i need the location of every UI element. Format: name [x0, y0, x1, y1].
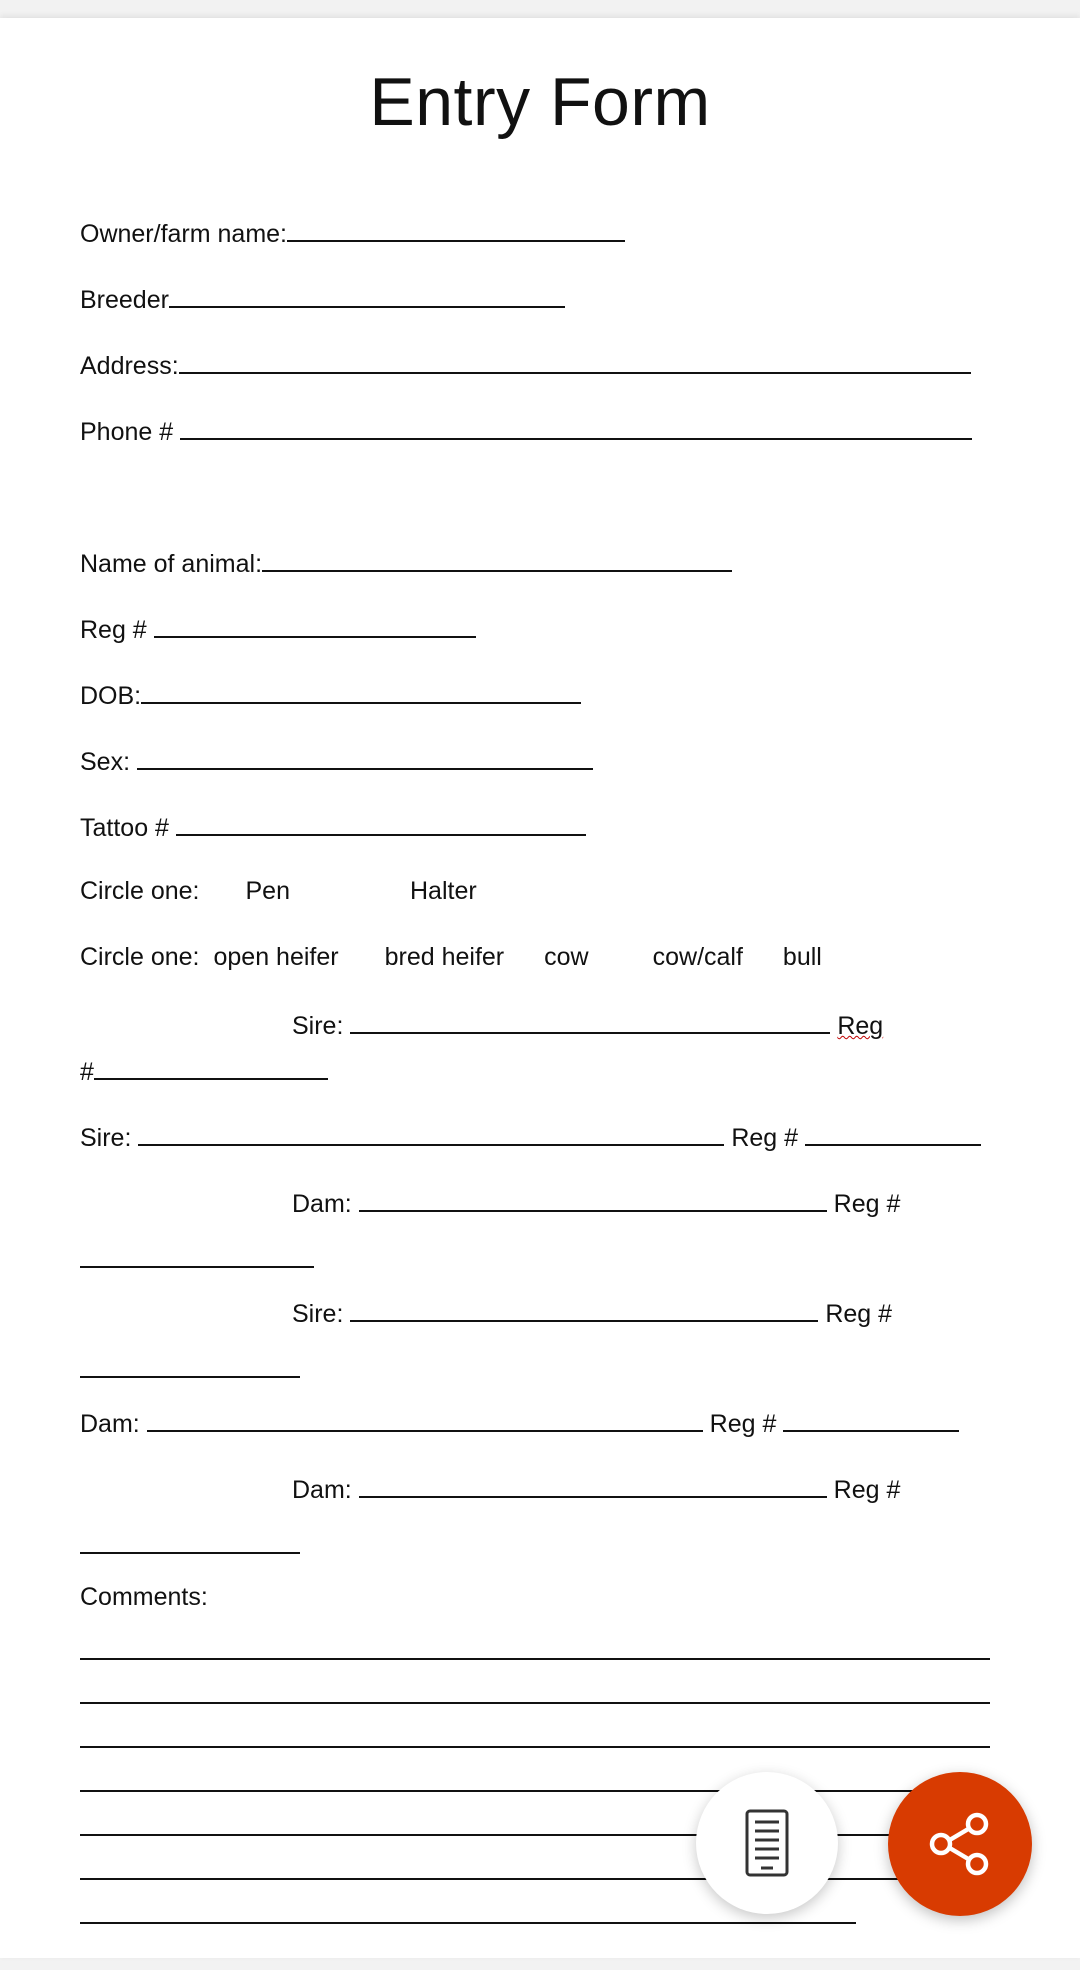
reg-label: Reg #	[731, 1124, 799, 1152]
circle-one-label: Circle one:	[80, 943, 200, 971]
read-mode-button[interactable]	[696, 1772, 838, 1914]
option-cow[interactable]: cow	[544, 943, 589, 971]
reg-label: Reg #	[825, 1300, 893, 1328]
paternal-granddam-blank[interactable]	[359, 1184, 827, 1212]
tattoo-field-row	[80, 808, 586, 845]
pedigree-maternal-granddam-reg-row	[80, 1526, 300, 1563]
animal-name-label: Name of animal:	[80, 550, 263, 578]
sire-label: Sire:	[80, 1124, 132, 1152]
comment-line[interactable]	[80, 1808, 990, 1845]
dam-blank[interactable]	[147, 1404, 703, 1432]
dob-blank[interactable]	[141, 676, 581, 704]
breeder-field-row	[80, 280, 565, 317]
phone-field-row	[80, 412, 972, 449]
maternal-granddam-blank[interactable]	[359, 1470, 827, 1498]
pedigree-paternal-granddam-row	[292, 1184, 900, 1221]
reg-label: Reg #	[80, 616, 147, 644]
sire-label: Sire:	[292, 1012, 344, 1040]
option-open-heifer[interactable]: open heifer	[213, 943, 339, 971]
dam-reg-blank[interactable]	[783, 1404, 959, 1432]
paternal-grandsire-blank[interactable]	[350, 1006, 830, 1034]
dam-label: Dam:	[292, 1476, 352, 1504]
dob-label: DOB:	[80, 682, 142, 710]
reg-blank[interactable]	[154, 610, 476, 638]
tattoo-blank[interactable]	[176, 808, 586, 836]
pedigree-maternal-grandsire-reg-row	[80, 1350, 300, 1387]
animal-name-field-row	[80, 544, 732, 581]
option-halter[interactable]: Halter	[409, 877, 477, 905]
dam-label: Dam:	[292, 1190, 352, 1218]
pedigree-sire-row	[80, 1118, 981, 1155]
sex-field-row	[80, 742, 593, 779]
option-cow-calf[interactable]: cow/calf	[652, 943, 743, 971]
comment-line[interactable]	[80, 1676, 990, 1713]
sex-label: Sex:	[80, 748, 131, 776]
option-bred-heifer[interactable]: bred heifer	[384, 943, 505, 971]
share-icon	[927, 1811, 993, 1877]
comment-line[interactable]	[80, 1632, 990, 1669]
comments-row	[80, 1580, 208, 1614]
sex-blank[interactable]	[137, 742, 593, 770]
dam-label: Dam:	[80, 1410, 140, 1438]
reg-label-spellcheck: Reg	[837, 1012, 884, 1040]
owner-field-row	[80, 214, 625, 251]
maternal-grandsire-blank[interactable]	[350, 1294, 818, 1322]
pedigree-paternal-grandsire-row	[292, 1006, 883, 1043]
comments-label: Comments:	[80, 1583, 208, 1611]
breeder-blank[interactable]	[169, 280, 565, 308]
circle-one-animal-class	[80, 940, 822, 974]
phone-label: Phone #	[80, 418, 174, 446]
page-title: Entry Form	[369, 64, 711, 140]
address-field-row	[80, 346, 971, 383]
pedigree-paternal-grandsire-reg-row	[80, 1052, 328, 1089]
maternal-grandsire-reg-blank[interactable]	[80, 1350, 300, 1378]
comment-line[interactable]	[80, 1764, 990, 1801]
sire-blank[interactable]	[138, 1118, 724, 1146]
address-blank[interactable]	[179, 346, 971, 374]
reg-label: Reg #	[833, 1476, 901, 1504]
paternal-grandsire-reg-blank[interactable]	[94, 1052, 328, 1080]
pedigree-dam-row	[80, 1404, 959, 1441]
option-pen[interactable]: Pen	[245, 877, 290, 905]
dob-field-row	[80, 676, 581, 713]
phone-blank[interactable]	[180, 412, 972, 440]
hash-label: #	[80, 1058, 94, 1086]
breeder-label: Breeder	[80, 286, 169, 314]
circle-one-label: Circle one:	[80, 877, 200, 905]
owner-blank[interactable]	[287, 214, 625, 242]
paternal-granddam-reg-blank[interactable]	[80, 1240, 314, 1268]
sire-label: Sire:	[292, 1300, 344, 1328]
document-page	[0, 18, 1080, 1958]
maternal-granddam-reg-blank[interactable]	[80, 1526, 300, 1554]
comment-line[interactable]	[80, 1852, 990, 1889]
address-label: Address:	[80, 352, 179, 380]
reg-label: Reg #	[709, 1410, 777, 1438]
circle-one-show-type	[80, 874, 477, 908]
document-reader-icon	[744, 1808, 790, 1878]
pedigree-maternal-granddam-row	[292, 1470, 900, 1507]
pedigree-paternal-granddam-reg-row	[80, 1240, 314, 1277]
tattoo-label: Tattoo #	[80, 814, 169, 842]
comment-line[interactable]	[80, 1720, 990, 1757]
reg-label: Reg #	[833, 1190, 901, 1218]
sire-reg-blank[interactable]	[805, 1118, 981, 1146]
owner-label: Owner/farm name:	[80, 220, 288, 248]
pedigree-maternal-grandsire-row	[292, 1294, 892, 1331]
option-bull[interactable]: bull	[782, 943, 822, 971]
reg-field-row	[80, 610, 476, 647]
animal-name-blank[interactable]	[262, 544, 732, 572]
share-button[interactable]	[888, 1772, 1032, 1916]
